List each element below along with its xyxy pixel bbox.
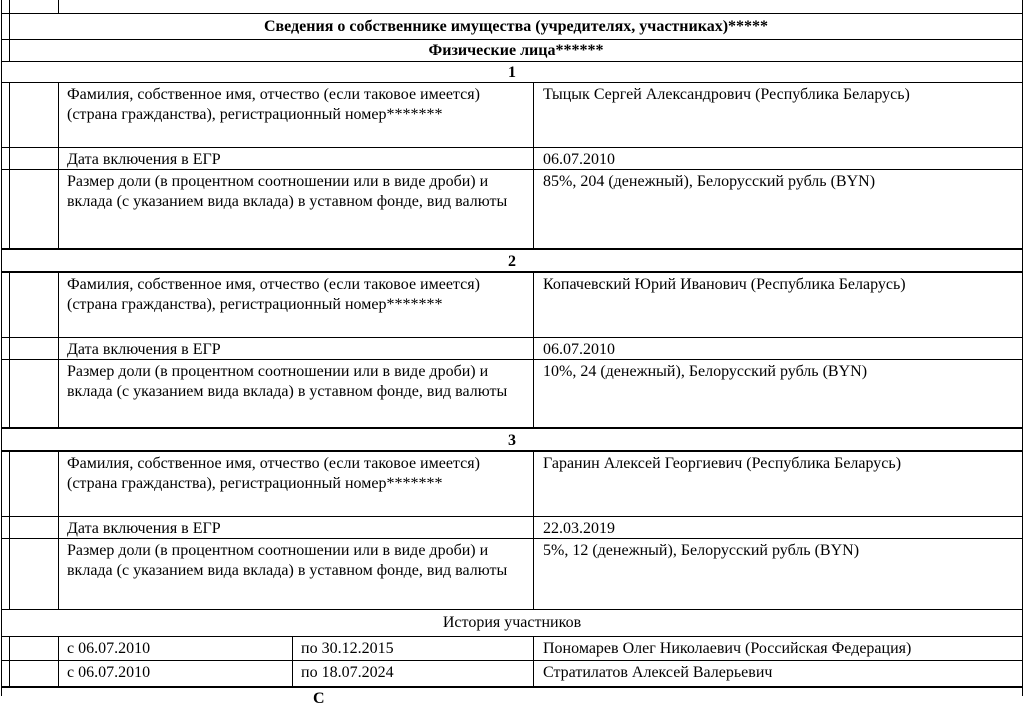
participant-3-name-row <box>2 452 1023 517</box>
spacer-cell <box>10 637 59 660</box>
share-field-label: Размер доли (в процентном соотношении или в виде дроби) и вклада (с указанием вида вклада) в уставном фонде, вид валюты <box>59 360 534 427</box>
empty-cell <box>59 0 1023 13</box>
spacer-cell <box>10 170 59 248</box>
owners-section-header: Сведения о собственнике имущества (учредителях, участниках)***** <box>10 14 1023 39</box>
indent-cell <box>2 360 10 427</box>
participant-1-egr-date-value: 06.07.2010 <box>534 148 1023 169</box>
history-header-row <box>2 610 1023 637</box>
name-field-label: Фамилия, собственное имя, отчество (если таковое имеется) (страна гражданства), регистрационный номер******* <box>59 452 534 516</box>
owners-header-row <box>2 14 1023 40</box>
indent-cell <box>2 273 10 337</box>
egr-date-field-label: Дата включения в ЕГР <box>59 517 534 538</box>
individuals-section-header: Физические лица****** <box>10 40 1023 61</box>
spacer-cell <box>10 517 59 538</box>
spacer-cell <box>10 338 59 359</box>
indent-cell <box>2 338 10 359</box>
participant-2-share-value: 10%, 24 (денежный), Белорусский рубль (BYN) <box>534 360 1023 427</box>
participant-2-egr-date-value: 06.07.2010 <box>534 338 1023 359</box>
participant-2-name-row <box>2 273 1023 338</box>
indent-cell <box>2 14 10 39</box>
individuals-header-row <box>2 40 1023 62</box>
history-2-from-date: с 06.07.2010 <box>59 661 293 686</box>
participant-2-egr-row <box>2 338 1023 360</box>
history-1-name: Пономарев Олег Николаевич (Российская Федерация) <box>534 637 1023 660</box>
history-1-to-date: по 30.12.2015 <box>293 637 534 660</box>
indent-cell <box>2 661 10 686</box>
participant-number-row <box>2 249 1023 273</box>
indent-cell <box>2 0 10 13</box>
history-row-2 <box>2 661 1023 687</box>
participant-3-egr-row <box>2 517 1023 539</box>
history-2-name: Стратилатов Алексей Валерьевич <box>534 661 1023 686</box>
spacer-cell <box>10 83 59 147</box>
spacer-cell <box>10 452 59 516</box>
indent-cell <box>2 452 10 516</box>
participant-3-egr-date-value: 22.03.2019 <box>534 517 1023 538</box>
participant-1-name-row <box>2 83 1023 148</box>
participant-3-share-row <box>2 539 1023 610</box>
egr-date-field-label: Дата включения в ЕГР <box>59 148 534 169</box>
spacer-cell <box>10 661 59 686</box>
indent-cell <box>2 517 10 538</box>
spacer-cell <box>10 0 59 13</box>
indent-cell <box>2 170 10 248</box>
next-section-partial-row <box>2 687 1023 707</box>
indent-cell <box>2 148 10 169</box>
history-section-header: История участников <box>2 610 1023 636</box>
participant-3-number: 3 <box>2 429 1023 450</box>
spacer-cell <box>10 273 59 337</box>
participant-3-name-value: Гаранин Алексей Георгиевич (Республика Беларусь) <box>534 452 1023 516</box>
history-1-from-date: с 06.07.2010 <box>59 637 293 660</box>
spacer-cell <box>10 148 59 169</box>
indent-cell <box>2 539 10 609</box>
participant-1-name-value: Тыцык Сергей Александрович (Республика Беларусь) <box>534 83 1023 147</box>
indent-cell <box>2 40 10 61</box>
indent-cell <box>2 637 10 660</box>
history-row-1 <box>2 637 1023 661</box>
participant-3-share-value: 5%, 12 (денежный), Белорусский рубль (BYN) <box>534 539 1023 609</box>
spacer-cell <box>10 360 59 427</box>
participant-1-number: 1 <box>2 62 1023 82</box>
share-field-label: Размер доли (в процентном соотношении или в виде дроби) и вклада (с указанием вида вклада) в уставном фонде, вид валюты <box>59 170 534 248</box>
name-field-label: Фамилия, собственное имя, отчество (если таковое имеется) (страна гражданства), регистрационный номер******* <box>59 273 534 337</box>
participant-2-name-value: Копачевский Юрий Иванович (Республика Беларусь) <box>534 273 1023 337</box>
previous-section-tail-row <box>2 0 1023 14</box>
spacer-cell <box>10 539 59 609</box>
owners-table <box>1 0 1023 707</box>
indent-cell <box>2 83 10 147</box>
participant-number-row <box>2 62 1023 83</box>
next-section-partial-heading: С <box>2 688 1023 696</box>
share-field-label: Размер доли (в процентном соотношении или в виде дроби) и вклада (с указанием вида вклада) в уставном фонде, вид валюты <box>59 539 534 609</box>
participant-1-share-row <box>2 170 1023 249</box>
egr-date-field-label: Дата включения в ЕГР <box>59 338 534 359</box>
history-2-to-date: по 18.07.2024 <box>293 661 534 686</box>
participant-2-number: 2 <box>2 250 1023 271</box>
name-field-label: Фамилия, собственное имя, отчество (если таковое имеется) (страна гражданства), регистрационный номер******* <box>59 83 534 147</box>
participant-number-row <box>2 428 1023 452</box>
participant-1-egr-row <box>2 148 1023 170</box>
participant-1-share-value: 85%, 204 (денежный), Белорусский рубль (BYN) <box>534 170 1023 248</box>
participant-2-share-row <box>2 360 1023 428</box>
